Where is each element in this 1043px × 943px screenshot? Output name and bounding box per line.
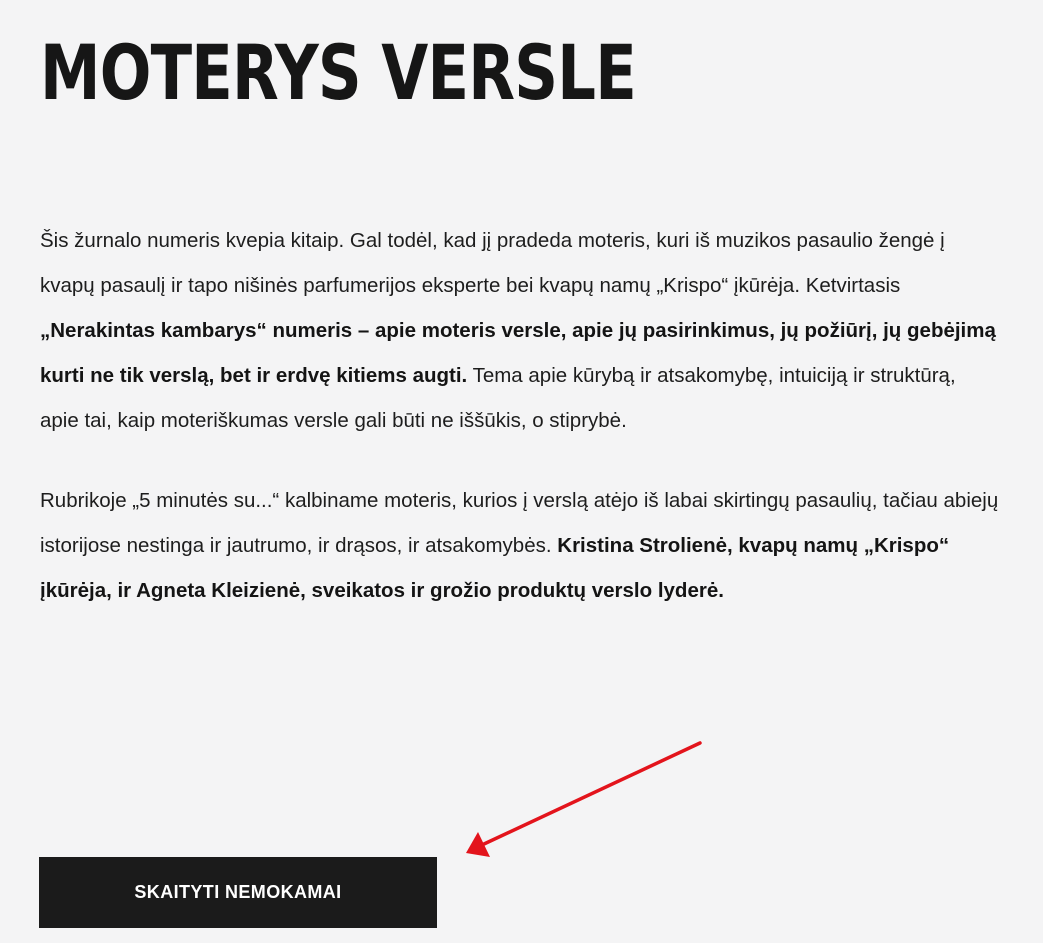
rubric-paragraph (40, 478, 1000, 613)
intro-text-3: Tema apie kūrybą ir atsakomybę, intuiciją ir struktūrą, apie tai, kaip moteriškumas versle gali būti ne iššūkis, o stiprybė. (40, 364, 956, 432)
read-free-button[interactable]: SKAITYTI NEMOKAMAI (39, 857, 437, 928)
intro-text-1: Šis žurnalo numeris kvepia kitaip. Gal todėl, kad jį pradeda moteris, kuri iš muzikos pasaulio žengė į kvapų pasaulį ir tapo nišinės parfumerijos eksperte bei kvapų namų „Krispo“ įkūrėja. Ketvirtasis (40, 229, 945, 297)
article-body (40, 218, 1000, 613)
rubric-text-2-bold: Kristina Strolienė, kvapų namų „Krispo“ įkūrėja, ir Agneta Kleizienė, sveikatos ir grožio produktų verslo lyderė. (40, 534, 950, 602)
intro-paragraph (40, 218, 1000, 443)
arrow-head (466, 832, 490, 857)
rubric-text-1: Rubrikoje „5 minutės su...“ kalbiname moteris, kurios į verslą atėjo iš labai skirtingų pasaulių, tačiau abiejų istorijose nestinga ir jautrumo, ir drąsos, ir atsakomybės. (40, 489, 999, 557)
arrow-shaft (484, 743, 700, 844)
page-title: MOTERYS VERSLE (40, 28, 636, 117)
intro-text-2-bold: „Nerakintas kambarys“ numeris – apie moteris versle, apie jų pasirinkimus, jų požiūrį, jų gebėjimą kurti ne tik verslą, bet ir erdvę kitiems augti. (40, 319, 996, 387)
